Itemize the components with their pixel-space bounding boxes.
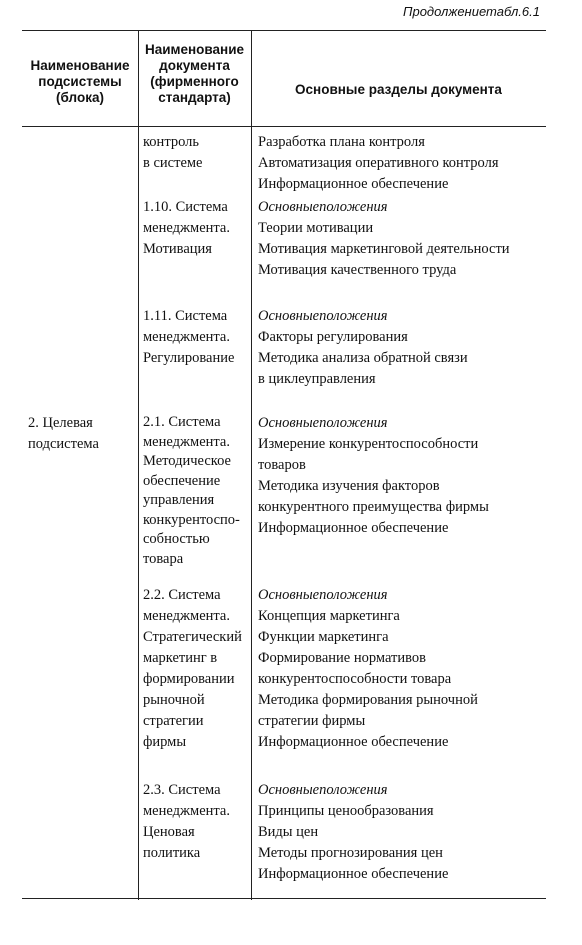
- document-sections: Основныеположения Измерение конкурентоспособности товаров Методика изучения факторов конкурентного преимущества фирмы Информационное обеспечение: [258, 415, 489, 536]
- document-sections: Основныеположения Теории мотивации Мотивация маркетинговой деятельности Мотивация качественного труда: [258, 199, 510, 278]
- document-sections: Основныеположения Принципы ценообразования Виды цен Методы прогнозирования цен Информационное обеспечение: [258, 782, 449, 882]
- document-name: 1.11. Система менеджмента. Регулирование: [143, 308, 235, 366]
- column-divider-2: [251, 30, 252, 900]
- document-name: 1.10. Система менеджмента. Мотивация: [143, 199, 230, 257]
- standards-table: [22, 30, 546, 900]
- document-name: 2.1. Система менеджмента. Методическое обеспечение управления конкурентоспо- собностью товара: [143, 414, 240, 567]
- subsystem-cell: 2. Целевая подсистема: [28, 415, 99, 452]
- header-subsystem: Наименование подсистемы (блока): [30, 58, 130, 105]
- table-top-border: [22, 30, 546, 31]
- document-name: 2.3. Система менеджмента. Ценовая политика: [143, 782, 230, 861]
- column-divider-1: [138, 30, 139, 900]
- document-sections: Основныеположения Факторы регулирования Методика анализа обратной связи в циклеуправления: [258, 308, 468, 387]
- header-sections: Основные разделы документа: [295, 82, 502, 97]
- document-sections: Основныеположения Концепция маркетинга Функции маркетинга Формирование нормативов конкурентоспособности товара Методика формирования рыночной стратегии фирмы Информационное обеспечение: [258, 587, 478, 750]
- document-name: контроль в системе: [143, 134, 203, 171]
- header-divider: [22, 126, 546, 127]
- table-bottom-border: [22, 898, 546, 899]
- table-caption: Продолжениетабл.6.1: [403, 4, 540, 19]
- document-sections: Разработка плана контроля Автоматизация оперативного контроля Информационное обеспечение: [258, 134, 499, 192]
- header-document: Наименование документа (фирменного стандарта): [144, 42, 245, 105]
- document-name: 2.2. Система менеджмента. Стратегический маркетинг в формировании рыночной стратегии фирмы: [143, 587, 242, 750]
